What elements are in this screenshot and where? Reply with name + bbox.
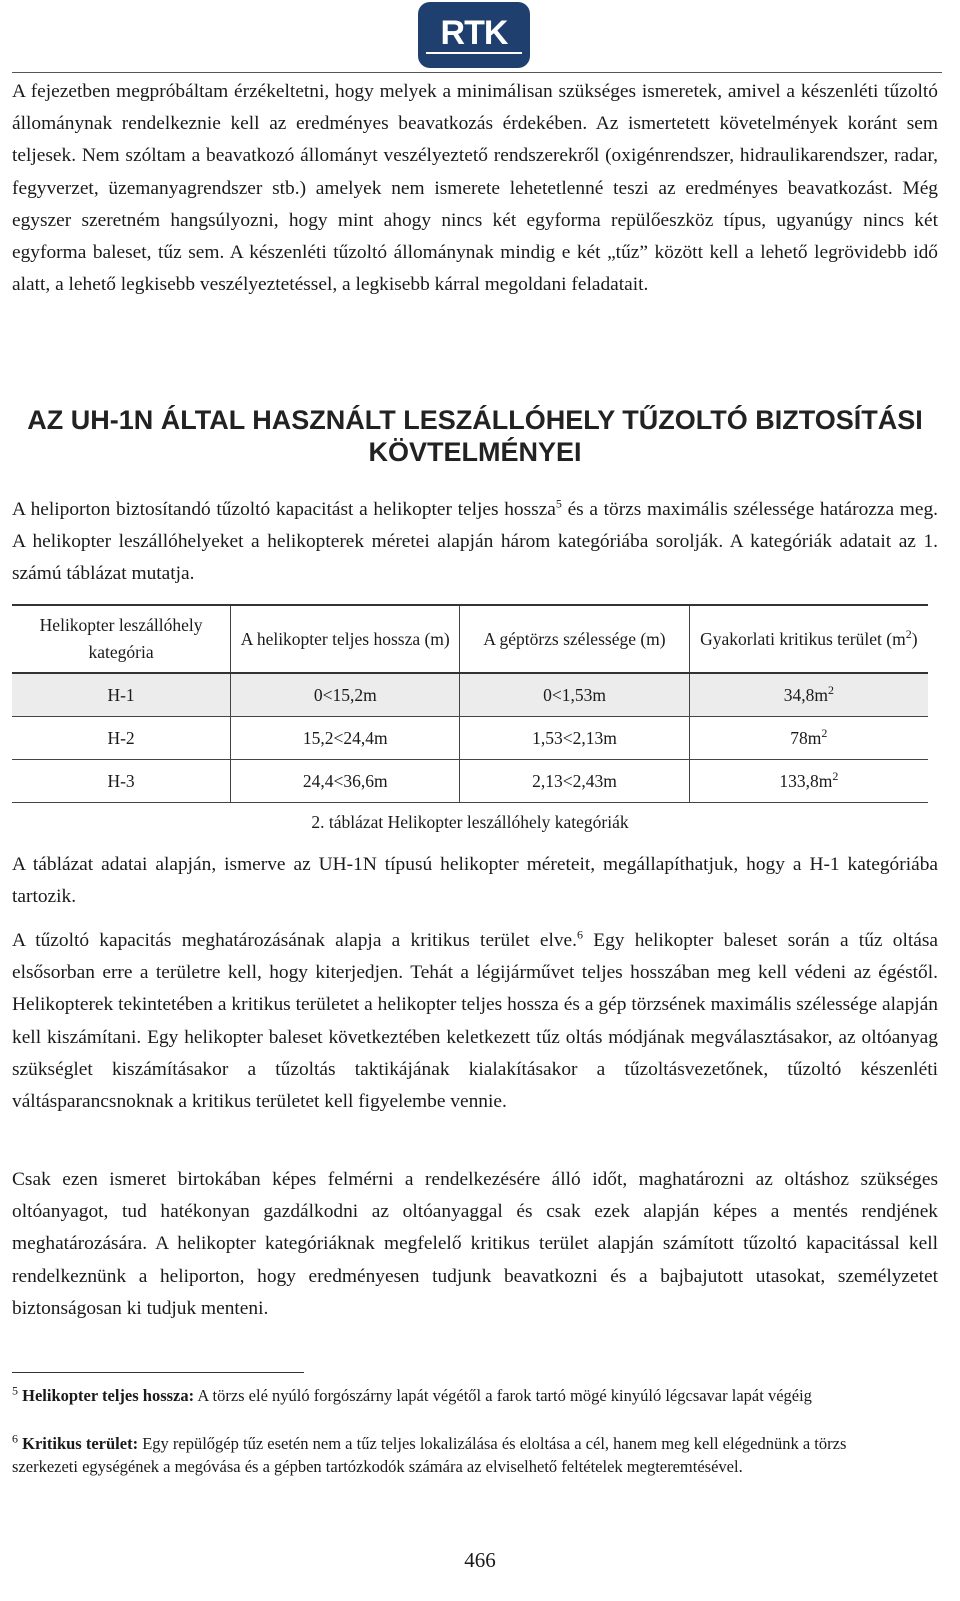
header-category: Helikopter leszállóhely kategória bbox=[12, 605, 231, 673]
header-length: A helikopter teljes hossza (m) bbox=[231, 605, 460, 673]
critical-area-text-2: Egy helikopter baleset során a tűz oltása elsősorban erre a területre kell, hogy kiterjedjen. Tehát a légijárművet teljes hosszában meg kell védeni az égéstől. Helikopterek tekintetében a kritikus területet a helikopter teljes hossza és a gép törzsének maximális szélessége alapján kell kiszámítani. Egy helikopter baleset következtében keletkezett tűz oltás módjának megválasztásakor, az oltóanyag szükséglet kiszámításakor a tűzoltás taktikájának kialakításakor a tűzoltásvezetőnek, tűzoltó készenléti váltásparancsnoknak a kritikus területet kell figyelembe vennie. bbox=[12, 930, 938, 1113]
footnote-ref-6[interactable]: 6 bbox=[576, 927, 583, 942]
footnote-number: 6 bbox=[12, 1431, 18, 1446]
table-caption: 2. táblázat Helikopter leszállóhely kategóriák bbox=[311, 812, 629, 832]
cell-area: $133,8m^2$ bbox=[689, 760, 928, 803]
heliport-paragraph-text-1: A heliporton biztosítandó tűzoltó kapacitást a helikopter teljes hossza bbox=[12, 499, 556, 520]
section-heading: AZ UH-1N ÁLTAL HASZNÁLT LESZÁLLÓHELY TŰZOLTÓ BIZTOSÍTÁSI KÖVTELMÉNYEI bbox=[27, 405, 923, 467]
footnote-text: A törzs elé nyúló forgószárny lapát végétől a farok tartó mögé kinyúló légcsavar lapát végéig bbox=[194, 1386, 812, 1405]
conclusion-paragraph: A táblázat adatai alapján, ismerve az UH-1N típusú helikopter méreteit, megállapíthatjuk, hogy a H-1 kategóriába tartozik. bbox=[12, 854, 938, 908]
cell-category: H-3 bbox=[12, 760, 231, 803]
knowledge-paragraph: Csak ezen ismeret birtokában képes felmérni a rendelkezésére álló időt, maghatározni az oltáshoz szükséges oltóanyagot, tud hatékonyan gazdálkodni az oltóanyaggal és csak ezek alapján képes a mentés rendjének meghatározására. A helikopter kategóriáknak megfelelő kritikus terület alapján számított tűzoltó kapacitással kell rendelkeznünk a heliporton, hogy eredményesen tudjunk beavatkozni és a bajbajutott utasokat, személyzetet biztonságosan ki tudjuk menteni. bbox=[12, 1169, 938, 1319]
heliport-paragraph bbox=[12, 494, 938, 591]
cell-length: 24,4<36,6m bbox=[231, 760, 460, 803]
table-row bbox=[12, 717, 928, 760]
critical-area-text-1: A tűzoltó kapacitás meghatározásának alapja a kritikus terület elve. bbox=[12, 930, 577, 951]
footnote-separator bbox=[12, 1372, 304, 1373]
footnote-term: Helikopter teljes hossza: bbox=[22, 1386, 195, 1405]
table-row bbox=[12, 673, 928, 717]
cell-category: H-2 bbox=[12, 717, 231, 760]
rtk-logo bbox=[418, 2, 530, 68]
logo-underline bbox=[426, 52, 522, 54]
header-width: A géptörzs szélessége (m) bbox=[460, 605, 689, 673]
critical-area-paragraph bbox=[12, 925, 938, 1118]
table-header-row bbox=[12, 605, 928, 673]
cell-length: 0<15,2m bbox=[231, 673, 460, 717]
heliport-paragraph-text-2: és a törzs maximális szélessége határozza meg. A helikopter leszállóhelyeket a helikopterek méretei alapján három kategóriába sorolják. A kategóriák adatait az 1. számú táblázat mutatja. bbox=[12, 499, 938, 585]
footnote-term: Kritikus terület: bbox=[22, 1434, 139, 1453]
cell-category: H-1 bbox=[12, 673, 231, 717]
table-row bbox=[12, 760, 928, 803]
page-number: 466 bbox=[464, 1548, 496, 1572]
cell-width: 1,53<2,13m bbox=[460, 717, 689, 760]
cell-width: 0<1,53m bbox=[460, 673, 689, 717]
header-rule bbox=[12, 72, 942, 73]
footnote-ref-5[interactable]: 5 bbox=[555, 496, 562, 511]
cell-area: $34,8m^2$ bbox=[689, 673, 928, 717]
footnote-number: 5 bbox=[12, 1383, 18, 1398]
footnote-text: Egy repülőgép tűz esetén nem a tűz teljes lokalizálása és eloltása a cél, hanem meg kell elégednünk a törzs szerkezeti egységének a megóvása és a gépben tartózkodók számára az elviselhető feltételek megteremtésével. bbox=[12, 1434, 847, 1476]
logo-text: RTK bbox=[440, 14, 508, 52]
cell-area: $78m^2$ bbox=[689, 717, 928, 760]
intro-paragraph: A fejezetben megpróbáltam érzékeltetni, hogy melyek a minimálisan szükséges ismeretek, amivel a készenléti tűzoltó állománynak rendelkeznie kell az eredményes beavatkozás érdekében. Az ismertetett követelmények koránt sem teljesek. Nem szóltam a beavatkozó állományt veszélyeztető rendszerekről (oxigénrendszer, hidraulikarendszer, radar, fegyverzet, üzemanyagrendszer stb.) amelyek nem ismerete lehetetlenné teszi az eredményes beavatkozást. Még egyszer szeretném hangsúlyozni, hogy mint ahogy nincs két egyforma repülőeszköz típus, ugyanúgy nincs két egyforma baleset, tűz sem. A készenléti tűzoltó állománynak mindig e két „tűz” között kell a lehető legrövidebb idő alatt, a lehető legkisebb veszélyeztetéssel, a legkisebb kárral megoldani feladatait. bbox=[12, 81, 938, 296]
header-critical-area: Gyakorlati kritikus terület $(m^2)$ bbox=[689, 605, 928, 673]
footnote-6 bbox=[12, 1432, 896, 1478]
footnote-5 bbox=[12, 1384, 896, 1407]
helipad-category-table bbox=[12, 604, 928, 803]
cell-length: 15,2<24,4m bbox=[231, 717, 460, 760]
cell-width: 2,13<2,43m bbox=[460, 760, 689, 803]
